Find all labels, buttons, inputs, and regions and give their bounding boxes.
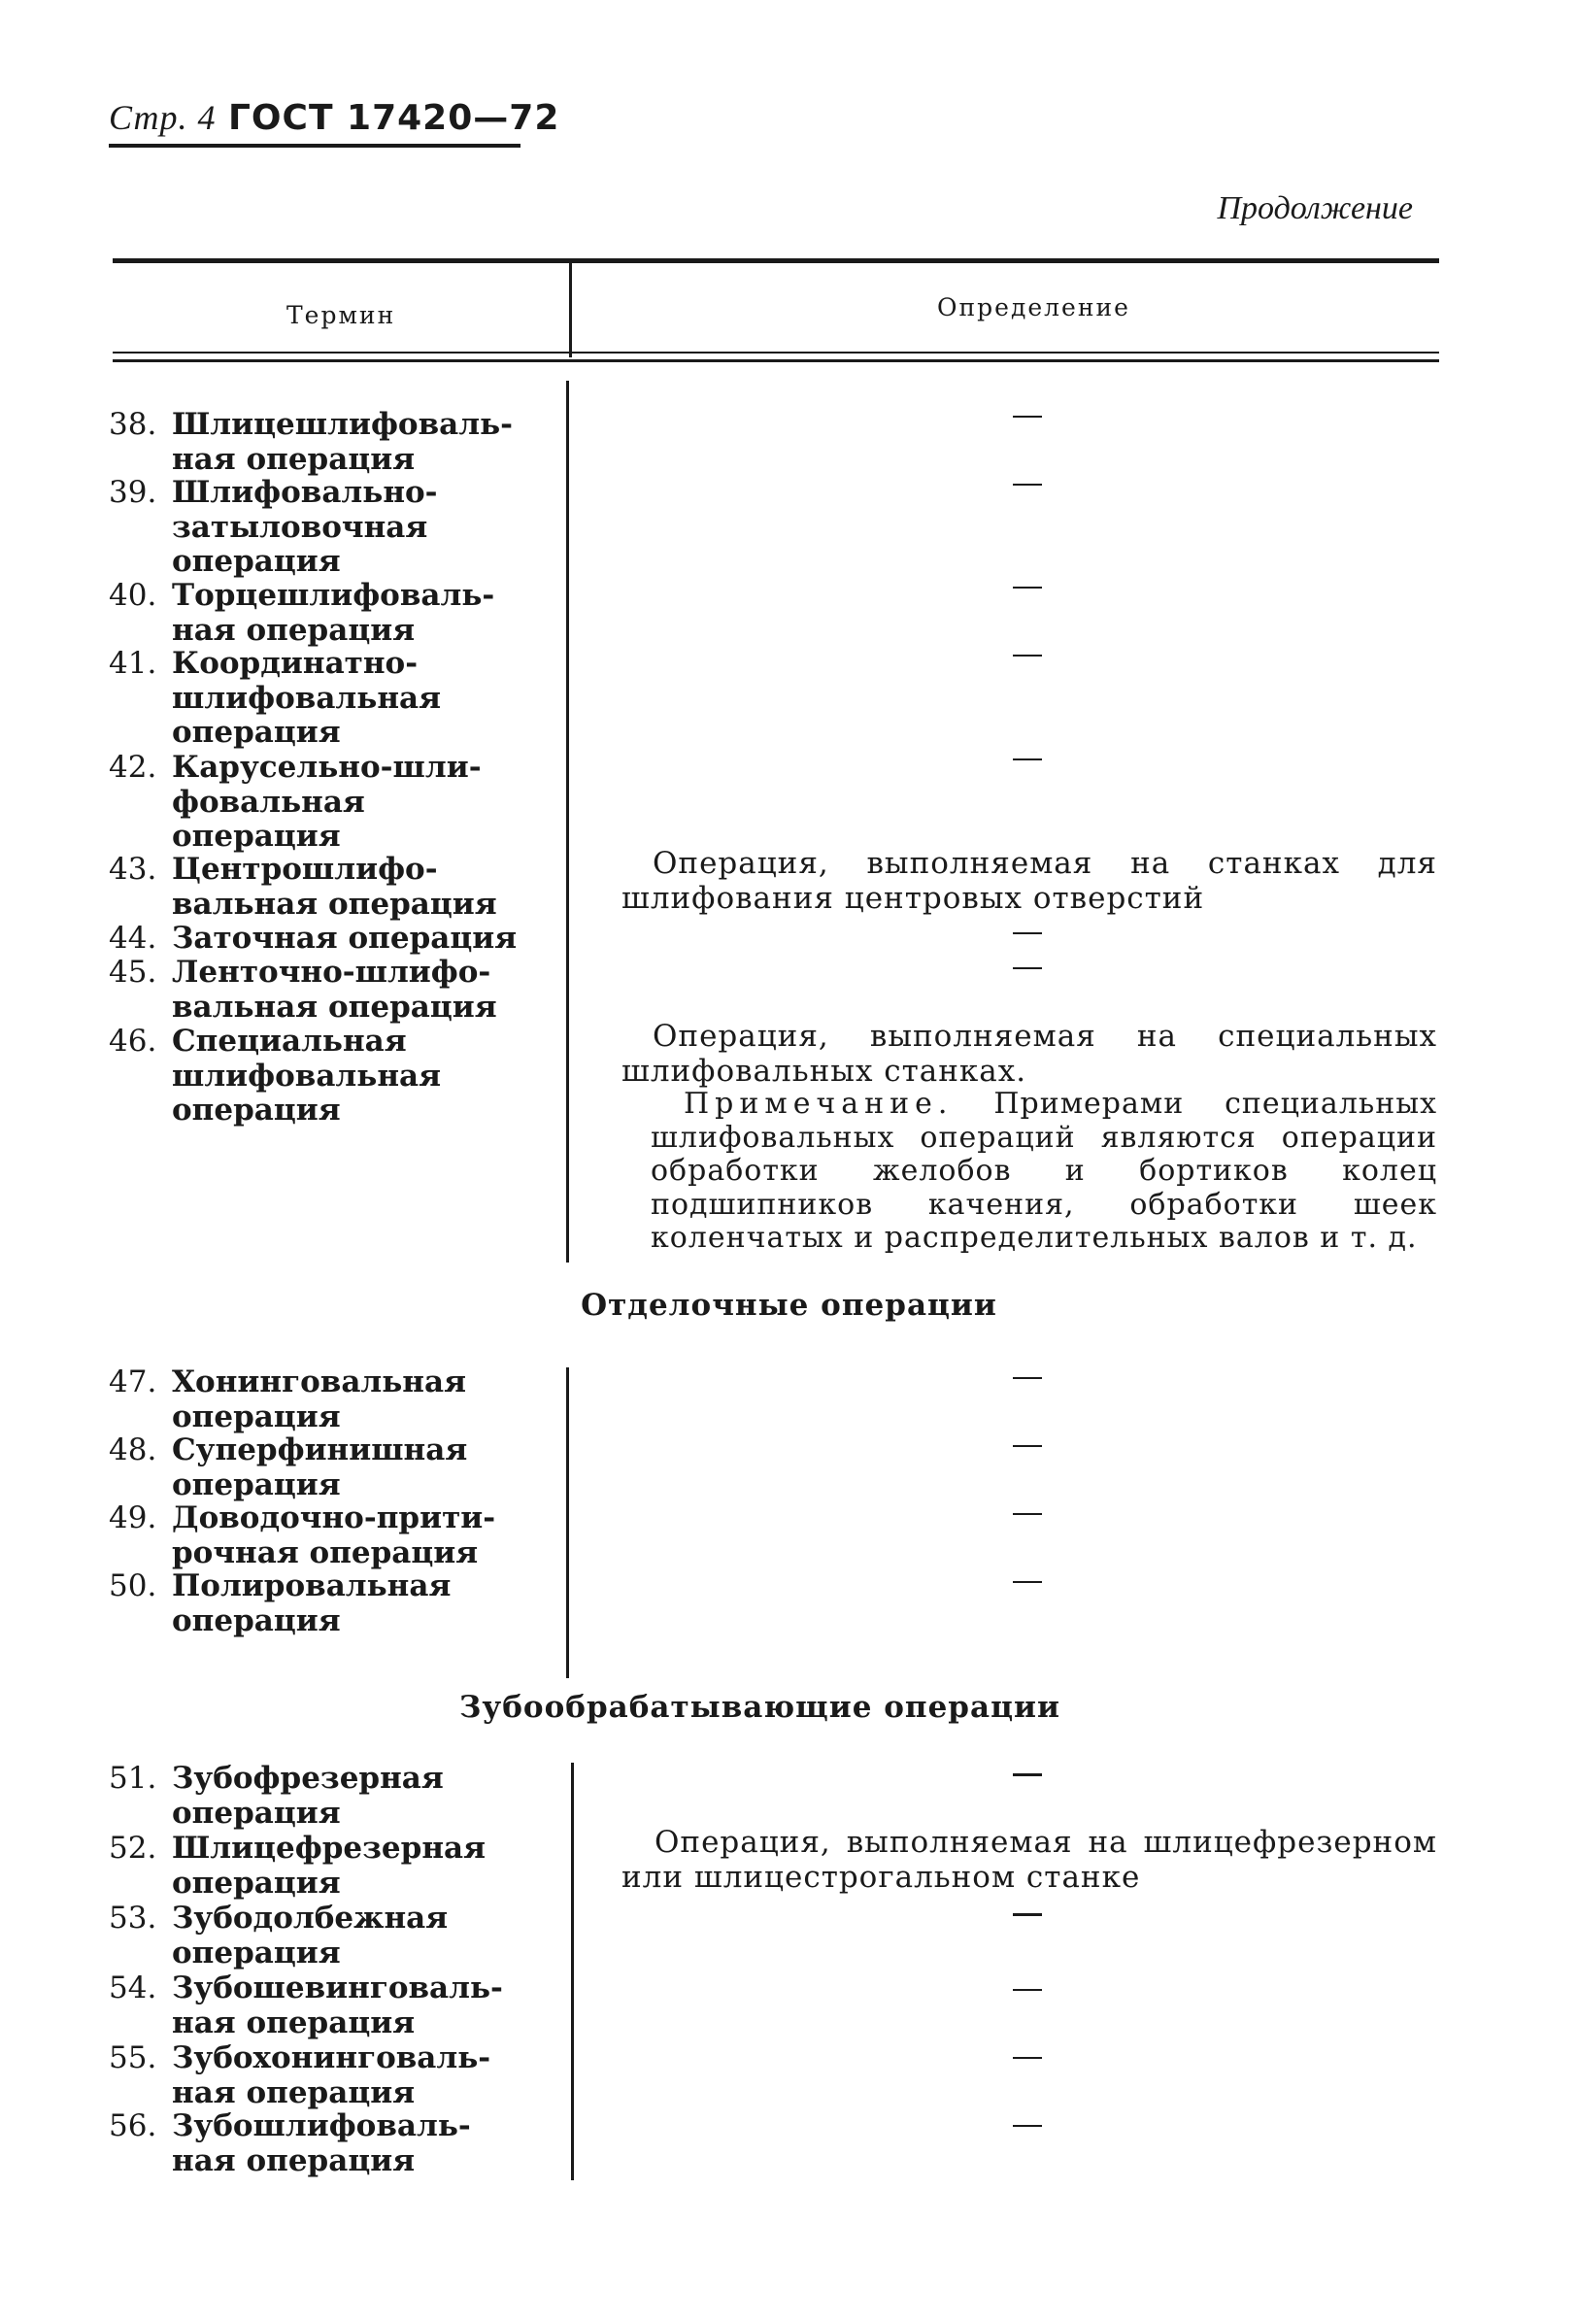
term-44: 44. Заточная операция [109,922,594,957]
term-text: Доводочно-прити- рочная операция [172,1500,496,1570]
term-text: Центрошлифо- вальная операция [172,852,497,922]
term-text: Суперфинишная операция [172,1432,468,1502]
term-38: 38. Шлицешлифоваль- ная операция [109,408,594,477]
header-column-divider [569,260,572,357]
page-number: Стр. 4 [109,98,217,137]
term-48: 48. Суперфинишная операция [109,1433,594,1502]
definition-dash [1013,1773,1042,1776]
definition-dash [1013,1445,1042,1447]
term-43: 43. Центрошлифо- вальная операция [109,853,594,922]
header-bottom-rule-1 [113,352,1439,354]
definition-dash [1013,1377,1042,1379]
term-text: Хонинговальная операция [172,1364,466,1434]
term-text: Карусельно-шли- фовальная операция [172,750,482,854]
definition-dash [1013,2057,1042,2059]
note-46 [651,1088,1437,1256]
definition-46: Операция, выполняемая на специальных шлифовальных станках. [621,1019,1437,1089]
term-45: 45. Ленточно-шлифо- вальная операция [109,956,594,1025]
term-49: 49. Доводочно-прити- рочная операция [109,1501,594,1570]
term-text: Зубофрезерная операция [172,1761,444,1831]
definition-dash [1013,587,1042,589]
continuation-label: Продолжение [1217,190,1413,226]
term-text: Зубохонинговаль- ная операция [172,2040,491,2110]
definition-43: Операция, выполняемая на станках для шлифования центровых отверстий [621,846,1437,916]
standard-number: ГОСТ 17420—72 [227,98,560,138]
term-41: 41. Координатно- шлифовальная операция [109,647,594,751]
term-text: Заточная операция [172,921,518,956]
section-title-finishing: Отделочные операции [581,1288,997,1323]
column-header-term: Термин [286,301,396,329]
definition-dash [1013,1913,1042,1916]
term-54: 54. Зубошевинговаль- ная операция [109,1971,594,2040]
column-header-definition: Определение [937,293,1130,321]
term-text: Зубошлифоваль- ная операция [172,2108,471,2178]
term-56: 56. Зубошлифоваль- ная операция [109,2109,594,2178]
term-53: 53. Зубодолбежная операция [109,1902,594,1970]
definition-dash [1013,416,1042,418]
definition-dash [1013,967,1042,969]
definition-dash [1013,1581,1042,1583]
note-text: Примерами специальных шлифовальных операций являются операции обработки желобов и бортиков колец подшипников качения, обработки шеек коленчатых и распределительных валов и т. д. [651,1087,1437,1255]
definition-dash [1013,1989,1042,1991]
term-text: Зубошевинговаль- ная операция [172,1970,503,2040]
term-39: 39. Шлифовально- затыловочная операция [109,476,594,580]
term-46: 46. Специальная шлифовальная операция [109,1025,594,1128]
definition-dash [1013,2125,1042,2127]
term-text: Зубодолбежная операция [172,1901,449,1970]
definition-dash [1013,1513,1042,1515]
term-text: Шлифовально- затыловочная операция [172,475,438,579]
definition-dash [1013,932,1042,934]
definition-dash [1013,484,1042,486]
section-title-gear-cutting: Зубообрабатывающие операции [459,1690,1060,1725]
term-51: 51. Зубофрезерная операция [109,1762,594,1831]
header-underline [109,144,520,148]
term-text: Торцешлифоваль- ная операция [172,578,495,648]
term-40: 40. Торцешлифоваль- ная операция [109,579,594,648]
term-55: 55. Зубохонинговаль- ная операция [109,2041,594,2110]
term-text: Шлицефрезерная операция [172,1831,487,1901]
header-bottom-rule-2 [113,359,1439,362]
definition-dash [1013,758,1042,760]
table-top-rule [113,258,1439,263]
note-label: Примечание. [684,1087,954,1121]
term-text: Специальная шлифовальная операция [172,1024,442,1128]
term-52: 52. Шлицефрезерная операция [109,1832,594,1901]
term-text: Шлицешлифоваль- ная операция [172,407,513,477]
page-header [109,97,559,138]
term-text: Полировальная операция [172,1568,452,1638]
definition-52: Операция, выполняемая на шлицефрезерном или шлицестрогальном станке [621,1825,1437,1895]
term-42: 42. Карусельно-шли- фовальная операция [109,751,594,855]
term-text: Координатно- шлифовальная операция [172,646,442,750]
term-50: 50. Полировальная операция [109,1569,594,1638]
term-text: Ленточно-шлифо- вальная операция [172,955,497,1025]
term-47: 47. Хонинговальная операция [109,1365,594,1434]
definition-dash [1013,655,1042,657]
